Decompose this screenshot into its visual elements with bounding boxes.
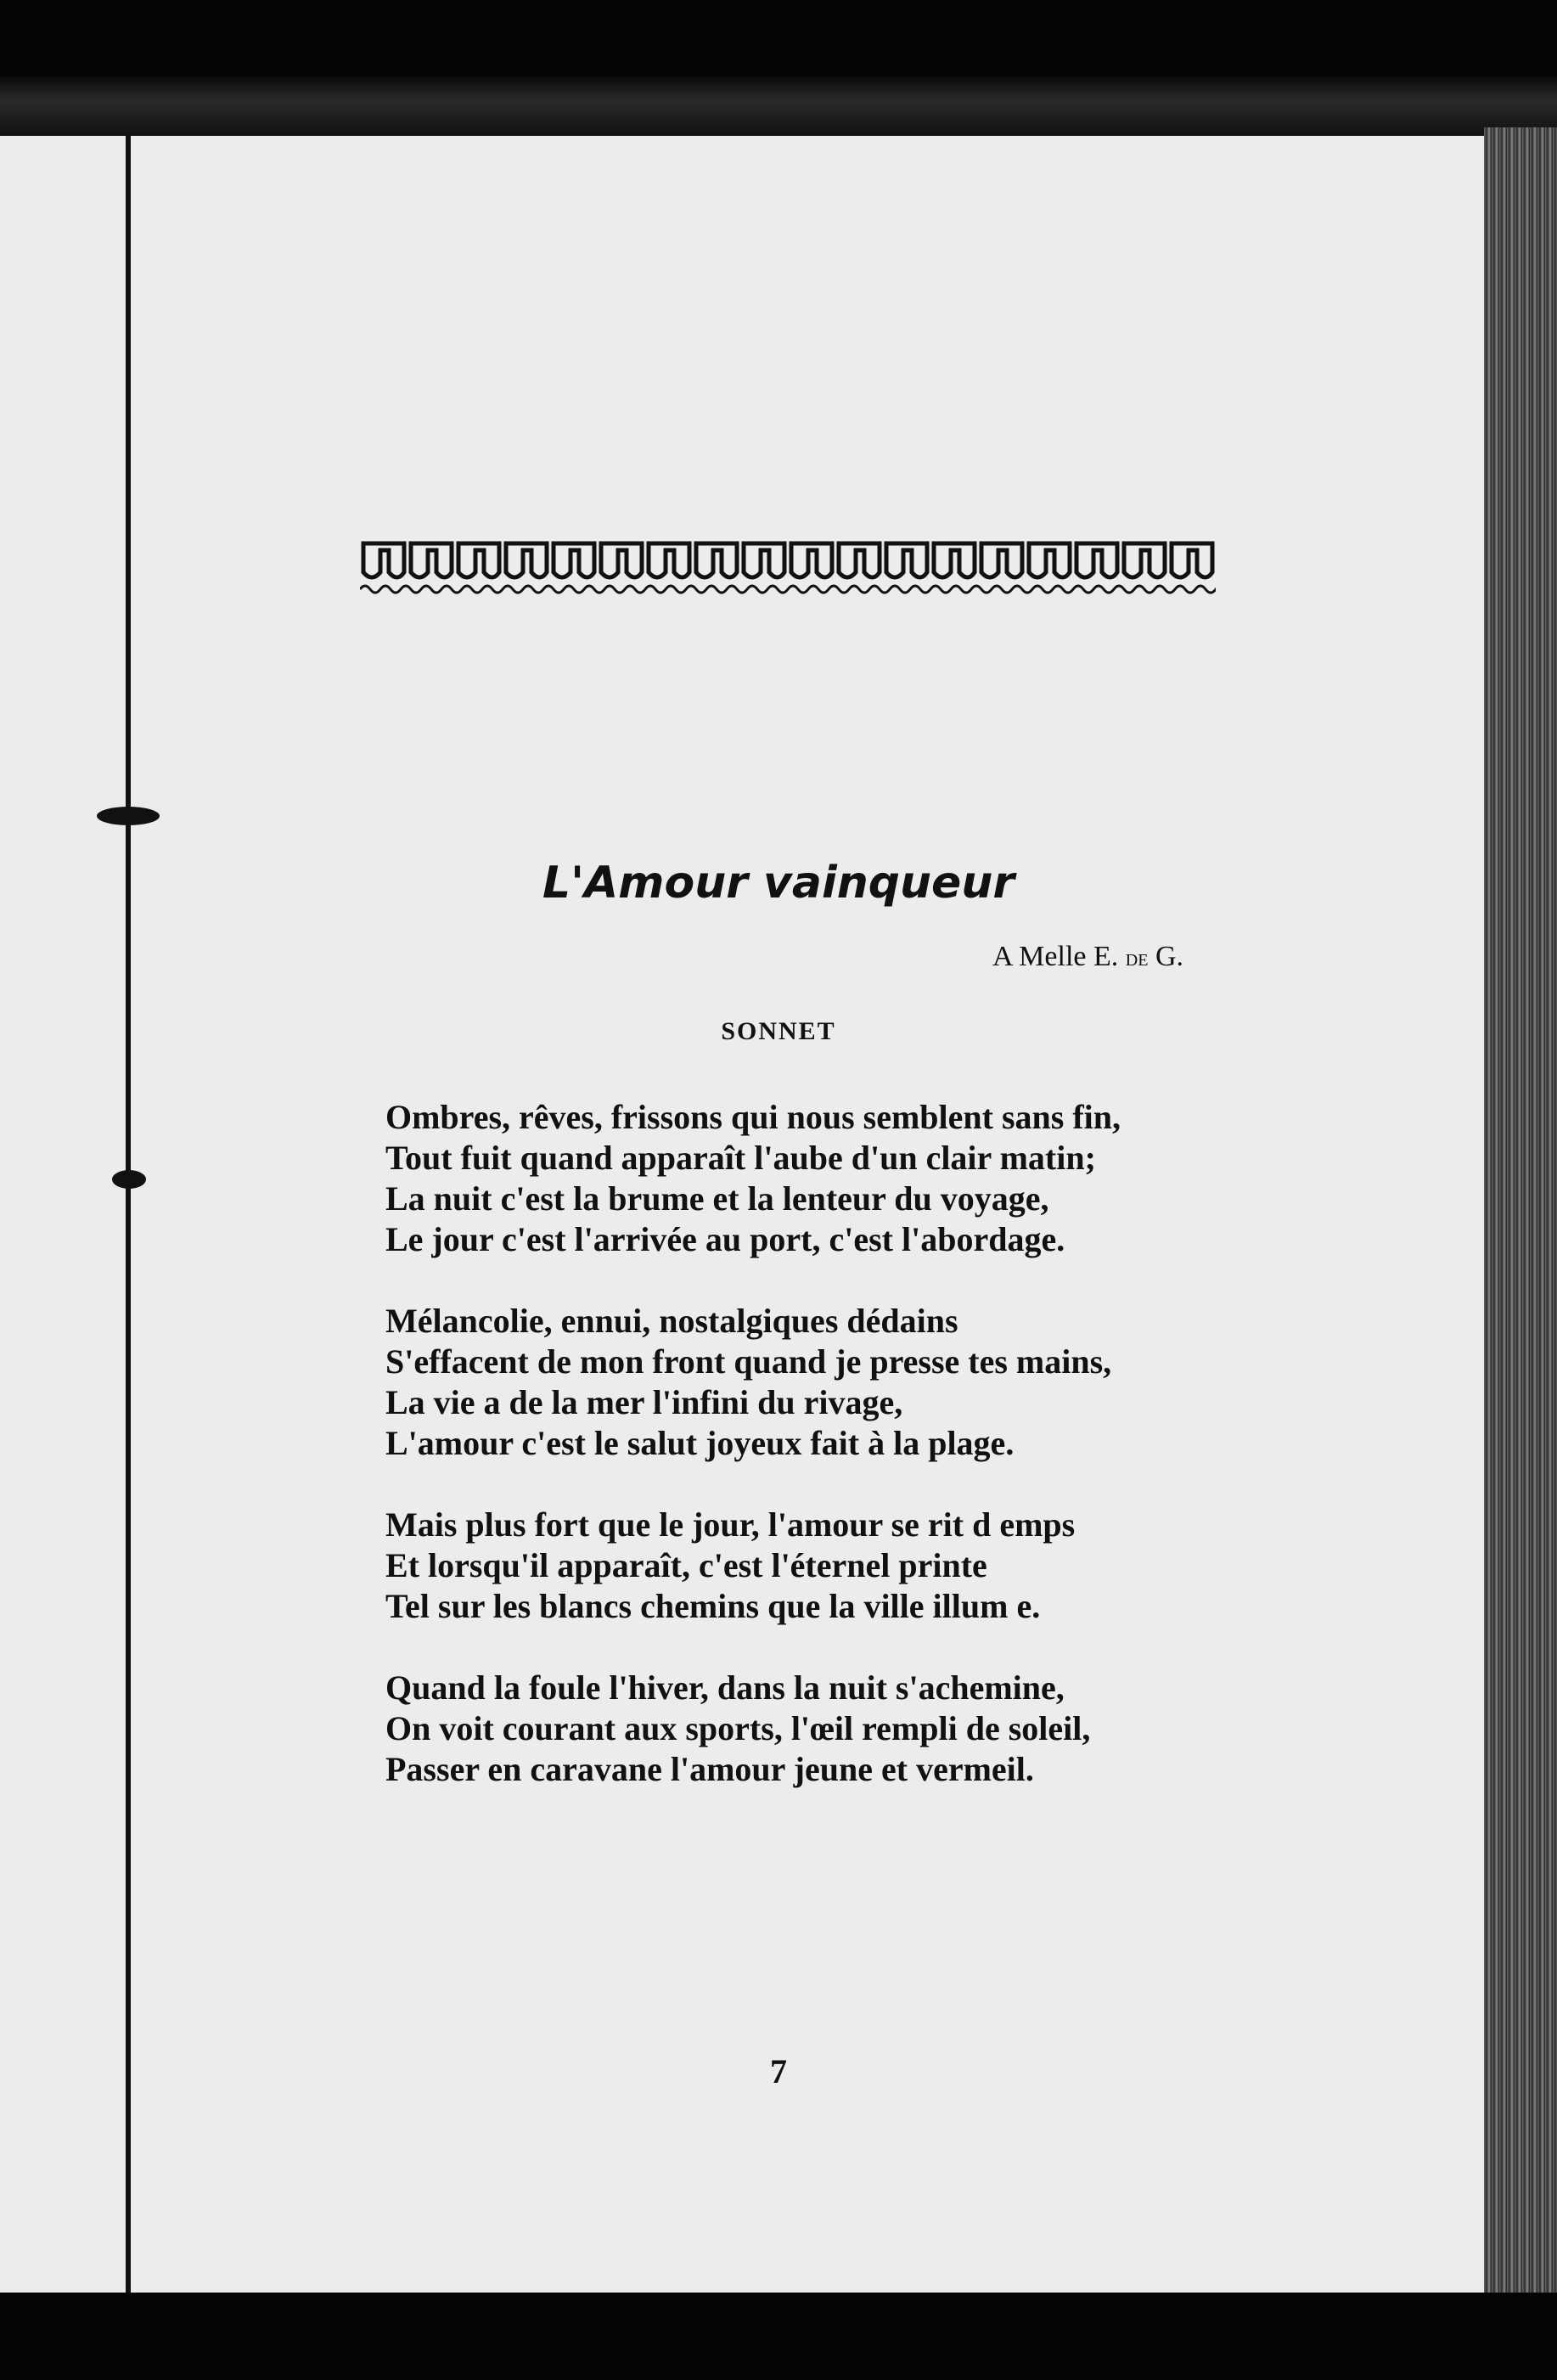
- poem-line: Mélancolie, ennui, nostalgiques dédains: [385, 1302, 958, 1340]
- poem-form-label: SONNET: [721, 1017, 836, 1045]
- dedication-prefix: A Melle E.: [992, 941, 1119, 972]
- stanza: [385, 1505, 1217, 1627]
- poem-line: La vie a de la mer l'infini du rivage,: [385, 1383, 903, 1421]
- poem-line: Ombres, rêves, frissons qui nous semblent sans fin,: [385, 1098, 1121, 1136]
- poem-line: Le jour c'est l'arrivée au port, c'est l'abordage.: [385, 1220, 1065, 1258]
- scan-bottom-edge: [0, 2293, 1557, 2380]
- page-number: 7: [770, 2052, 787, 2090]
- poem-body: [385, 1097, 1217, 1831]
- poem-line: L'amour c'est le salut joyeux fait à la plage.: [385, 1424, 1015, 1462]
- poem-line: Tout fuit quand apparaît l'aube d'un clair matin;: [385, 1139, 1096, 1177]
- binding-stitch-mark: [112, 1170, 146, 1189]
- binding-stitch-mark: [97, 807, 160, 825]
- poem-line: Quand la foule l'hiver, dans la nuit s'achemine,: [385, 1668, 1065, 1707]
- poem-line: Tel sur les blancs chemins que la ville illum e.: [385, 1587, 1041, 1625]
- dedication-particle: de: [1125, 945, 1149, 971]
- scan-top-edge: [0, 76, 1557, 136]
- stanza: [385, 1097, 1217, 1260]
- poem-line: On voit courant aux sports, l'œil rempli de soleil,: [385, 1709, 1091, 1747]
- poem-line: Passer en caravane l'amour jeune et vermeil.: [385, 1750, 1034, 1788]
- dedication-suffix: G.: [1155, 941, 1183, 972]
- binding-line: [126, 136, 131, 2293]
- decorative-border-icon: [360, 538, 1216, 598]
- poem-line: Mais plus fort que le jour, l'amour se rit d emps: [385, 1505, 1076, 1544]
- poem-line: La nuit c'est la brume et la lenteur du voyage,: [385, 1179, 1049, 1218]
- book-page-stack-edge: [1484, 127, 1557, 2301]
- poem-line: Et lorsqu'il apparaît, c'est l'éternel printe: [385, 1546, 987, 1584]
- stanza: [385, 1668, 1217, 1790]
- stanza: [385, 1301, 1217, 1464]
- poem-title: L'Amour vainqueur: [542, 858, 1015, 909]
- poem-line: S'effacent de mon front quand je presse tes mains,: [385, 1342, 1112, 1381]
- poem-dedication: [992, 941, 1183, 973]
